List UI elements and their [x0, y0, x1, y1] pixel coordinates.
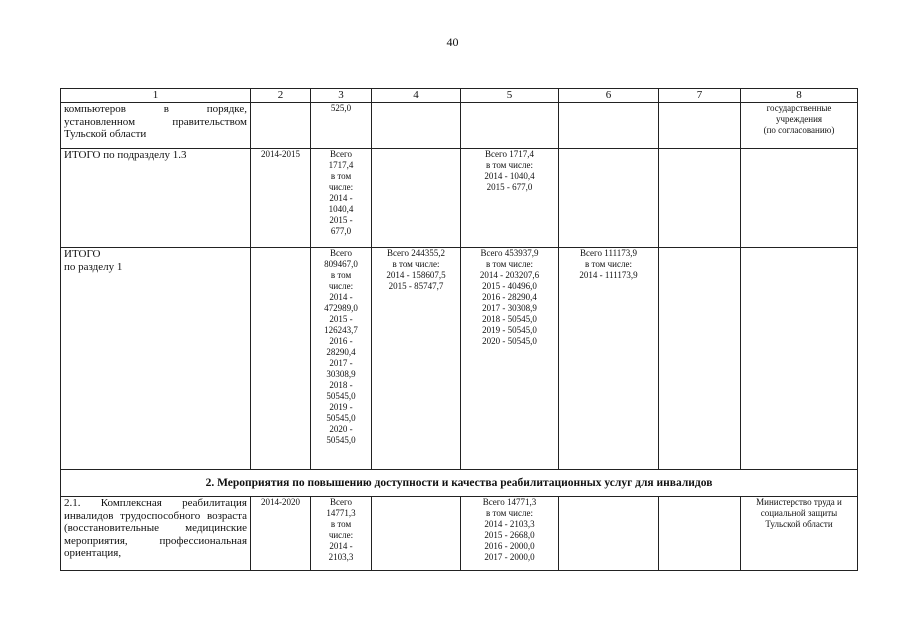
period-cell: 2014-2020	[251, 497, 311, 571]
regional-cell: Всего 1717,4 в том числе: 2014 - 1040,4 2015 - 677,0	[461, 149, 559, 248]
column-number: 3	[311, 89, 372, 103]
regional-cell	[461, 497, 559, 571]
total-cell	[311, 497, 372, 571]
total-cell: Всего 809467,0 в том числе: 2014 - 472989,0 2015 - 126243,7 2016 - 28290,4 2017 - 30308,9 2018 - 50545,0 2019 - 50545,0 2020 - 50545,0	[311, 248, 372, 470]
period-cell: 2014-2015	[251, 149, 311, 248]
measure-name: компьютеров в порядке, установленном правительством Тульской области	[61, 103, 251, 149]
local-cell	[559, 149, 659, 248]
table-row	[61, 497, 858, 571]
federal-cell: Всего 244355,2 в том числе: 2014 - 158607,5 2015 - 85747,7	[372, 248, 461, 470]
column-number: 8	[741, 89, 858, 103]
measure-name-text: 2.1. Комплексная реабилитация инвалидов трудоспособного возраста (восстановительные медицинские мероприятия, профессиональная ориентация,	[64, 497, 247, 559]
column-number: 7	[659, 89, 741, 103]
measure-name: ИТОГО по подразделу 1.3	[61, 149, 251, 248]
section-row	[61, 470, 858, 497]
federal-cell	[372, 149, 461, 248]
program-table	[60, 88, 858, 571]
regional-cell: Всего 453937,9 в том числе: 2014 - 203207,6 2015 - 40496,0 2016 - 28290,4 2017 - 30308,9 2018 - 50545,0 2019 - 50545,0 2020 - 50545,0	[461, 248, 559, 470]
extra-cell	[659, 497, 741, 571]
column-number: 5	[461, 89, 559, 103]
column-number-header	[61, 89, 858, 103]
local-cell	[559, 103, 659, 149]
table-row	[61, 248, 858, 470]
column-number: 2	[251, 89, 311, 103]
total-cell: Всего 1717,4 в том числе: 2014 - 1040,4 2015 - 677,0	[311, 149, 372, 248]
extra-cell	[659, 248, 741, 470]
table-row	[61, 149, 858, 248]
extra-cell	[659, 149, 741, 248]
responsible-cell	[741, 149, 858, 248]
measure-name: ИТОГО по разделу 1	[61, 248, 251, 470]
table-row	[61, 103, 858, 149]
responsible-cell: государственные учреждения (по согласованию)	[741, 103, 858, 149]
section-heading: 2. Мероприятия по повышению доступности и качества реабилитационных услуг для инвалидов	[61, 470, 858, 497]
period-cell	[251, 248, 311, 470]
local-cell	[559, 497, 659, 571]
column-number: 1	[61, 89, 251, 103]
extra-cell	[659, 103, 741, 149]
total-cell: 525,0	[311, 103, 372, 149]
column-number: 6	[559, 89, 659, 103]
local-cell: Всего 111173,9 в том числе: 2014 - 111173,9	[559, 248, 659, 470]
period-cell	[251, 103, 311, 149]
measure-name	[61, 497, 251, 571]
total-cell-text: Всего 14771,3 в том числе: 2014 - 2103,3	[326, 497, 356, 562]
regional-cell-text: Всего 14771,3 в том числе: 2014 - 2103,3 2015 - 2668,0 2016 - 2000,0 2017 - 2000,0	[482, 497, 537, 562]
federal-cell	[372, 103, 461, 149]
responsible-cell: Министерство труда и социальной защиты Тульской области	[741, 497, 858, 571]
responsible-cell	[741, 248, 858, 470]
column-number: 4	[372, 89, 461, 103]
regional-cell	[461, 103, 559, 149]
federal-cell	[372, 497, 461, 571]
page-number: 40	[446, 35, 459, 49]
